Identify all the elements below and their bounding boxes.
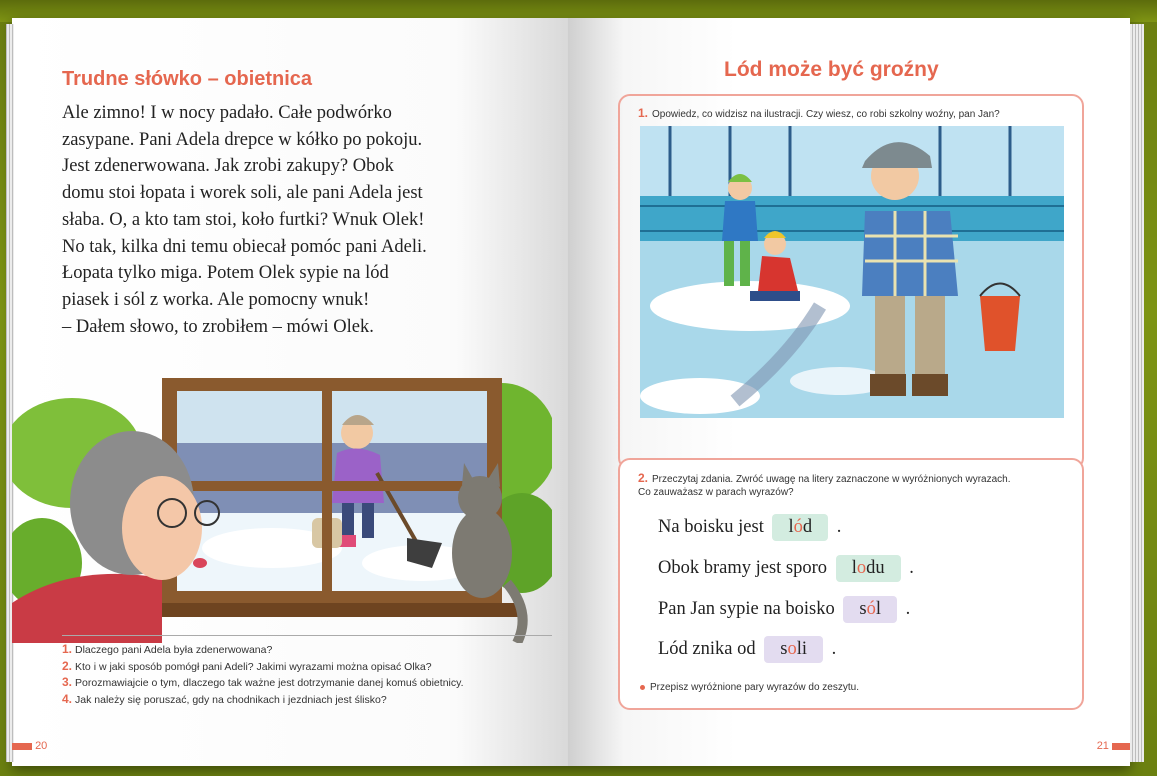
story-line: zasypane. Pani Adela drepce w kółko po pokoju.: [62, 129, 423, 150]
schoolyard-illustration: [640, 126, 1064, 418]
questions-list: [62, 635, 552, 708]
highlighted-word: lód: [772, 514, 828, 541]
highlighted-word: lodu: [836, 555, 901, 582]
sentence-row: Lód znika od soli .: [658, 636, 836, 663]
question-item: 3. Porozmawiajcie o tym, dlaczego tak ważne jest dotrzymanie danej komuś obietnicy.: [62, 675, 464, 689]
right-page-title: Lód może być groźny: [724, 58, 939, 81]
sentence-row: Pan Jan sypie na boisko sól .: [658, 596, 910, 623]
bullet-icon: [640, 685, 645, 690]
story-line: słaba. O, a kto tam stoi, koło furtki? Wnuk Olek!: [62, 209, 425, 230]
page-number-right: 21: [1097, 740, 1132, 752]
story-line: domu stoi łopata i worek soli, ale pani Adela jest: [62, 183, 423, 204]
page-number-left: 20: [12, 740, 47, 752]
sentence-row: Obok bramy jest sporo lodu .: [658, 555, 914, 582]
page-marker-bar: [1112, 743, 1132, 750]
story-text: [62, 100, 522, 340]
question-item: 1. Dlaczego pani Adela była zdenerwowana?: [62, 642, 273, 656]
question-item: 2. Kto i w jaki sposób pomógł pani Adeli? Jakimi wyrazami można opisać Olka?: [62, 658, 432, 673]
story-line: Ale zimno! I w nocy padało. Całe podwórko: [62, 103, 392, 123]
window-scene-illustration: [12, 363, 552, 643]
task2-instruction: 2. Przeczytaj zdania. Zwróć uwagę na litery zaznaczone w wyróżnionych wyrazach. Co zauważasz w parach wyrazów?: [638, 471, 1011, 498]
highlighted-word: sól: [843, 596, 897, 623]
open-book: [12, 18, 1130, 766]
task1-instruction: 1. Opowiedz, co widzisz na ilustracji. Czy wiesz, co robi szkolny woźny, pan Jan?: [638, 106, 1000, 120]
story-line: No tak, kilka dni temu obiecał pomóc pani Adeli.: [62, 236, 427, 257]
task1-box: [618, 94, 1084, 470]
question-item: 4. Jak należy się poruszać, gdy na chodnikach i jezdniach jest ślisko?: [62, 691, 387, 706]
highlighted-word: soli: [764, 636, 823, 663]
right-page-edges: [1130, 24, 1144, 762]
left-page: [12, 18, 568, 766]
task2-box: [618, 458, 1084, 710]
page-marker-bar: [12, 743, 32, 750]
copy-note: Przepisz wyróżnione pary wyrazów do zeszytu.: [640, 682, 859, 693]
story-line: – Dałem słowo, to zrobiłem – mówi Olek.: [62, 316, 374, 337]
sentence-row: Na boisku jest lód .: [658, 514, 841, 541]
right-page: [568, 18, 1130, 766]
left-page-title: Trudne słówko – obietnica: [62, 68, 313, 90]
story-line: Łopata tylko miga. Potem Olek sypie na lód: [62, 263, 389, 284]
story-line: Jest zdenerwowana. Jak zrobi zakupy? Obok: [62, 156, 394, 177]
story-line: piasek i sól z worka. Ale pomocny wnuk!: [62, 289, 370, 310]
